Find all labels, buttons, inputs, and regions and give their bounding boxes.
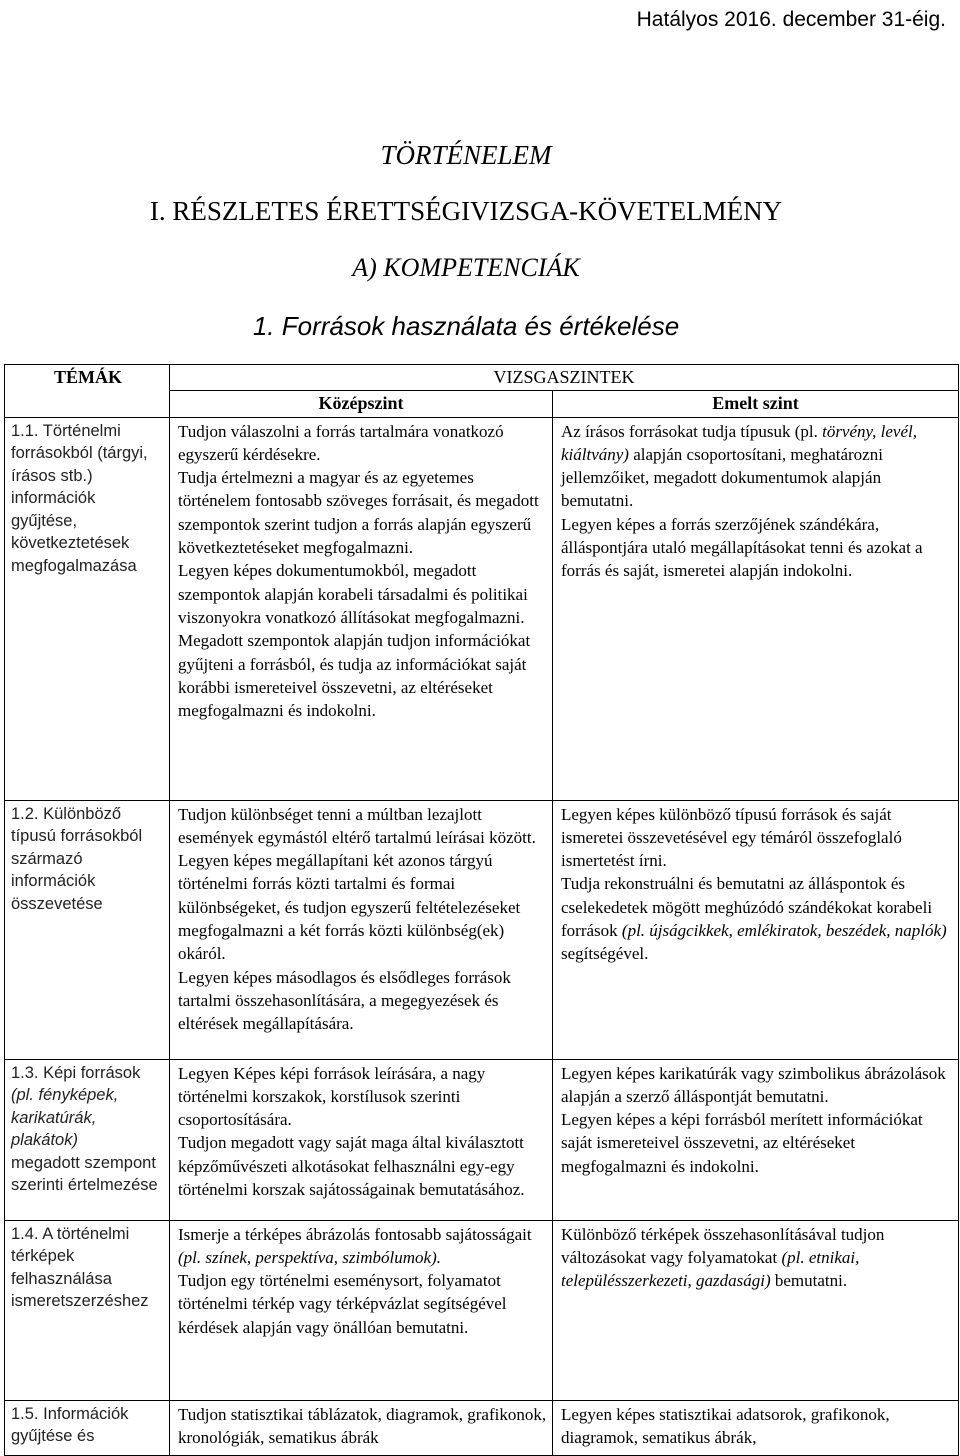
exam-levels-header: VIZSGASZINTEK [170, 365, 959, 391]
requirement-text-part: Tudja rekonstruálni és bemutatni az álláspontok és cselekedetek mögött meghúzódó szándékokat korabeli források [561, 874, 933, 941]
requirements-table [4, 364, 959, 1456]
requirement-text [561, 1223, 954, 1293]
requirement-text: Legyen Képes képi források leírására, a nagy történelmi korszakok, korstílusok szerinti csoportosítására. [178, 1063, 486, 1130]
part-title: I. RÉSZLETES ÉRETTSÉGIVIZSGA-KÖVETELMÉNY [149, 196, 783, 226]
mid-level-cell [170, 1220, 553, 1400]
requirement-text-part: Az írásos forrásokat tudja típusuk (pl. [561, 421, 818, 441]
requirement-text: Tudjon statisztikai táblázatok, diagramok, grafikonok, kronológiák, sematikus ábrák [178, 1404, 547, 1447]
topic-cell: 1.5. Információk gyűjtése és [5, 1400, 170, 1455]
topic-title-rest: megadott szempont szerinti értelmezése [11, 1153, 158, 1195]
requirement-text: Tudja értelmezni a magyar és az egyetemes történelem fontosabb szöveges forrásait, és megadott szempontok szerint tudjon a forrás alapján egyszerű következtetéseket megfogalmazni. [178, 468, 539, 558]
subject-title: TÖRTÉNELEM [380, 140, 552, 170]
table-row [5, 1220, 959, 1400]
topic-title: 1.3. Képi források [11, 1063, 141, 1082]
mid-level-cell [170, 800, 553, 1059]
topics-header: TÉMÁK [5, 365, 170, 418]
example-list: törvény, levél, kiáltvány) [561, 421, 917, 464]
requirement-text-part: Különböző térképek összehasonlításával tudjon változásokat vagy folyamatokat [561, 1224, 885, 1267]
mid-level-header: Középszint [170, 391, 553, 417]
table-row [5, 1059, 959, 1220]
topic-cell: 1.1. Történelmi forrásokból (tárgyi, írásos stb.) információk gyűjtése, következtetések megfogalmazása [5, 417, 170, 800]
table-row [5, 417, 959, 800]
example-list: (pl. újságcikkek, emlékiratok, beszédek, naplók) [621, 921, 947, 941]
mid-level-cell [170, 1059, 553, 1220]
chapter-title: 1. Források használata és értékelése [252, 311, 680, 341]
adv-level-header: Emelt szint [553, 391, 959, 417]
table-row [5, 1400, 959, 1455]
adv-level-cell [553, 1220, 959, 1400]
table-header-row [5, 365, 959, 391]
topic-examples: (pl. fényképek, karikatúrák, plakátok) [11, 1086, 119, 1150]
requirement-text: Legyen képes statisztikai adatsorok, grafikonok, diagramok, sematikus ábrák, [561, 1404, 890, 1447]
section-title: A) KOMPETENCIÁK [352, 253, 580, 282]
mid-level-cell [170, 1400, 553, 1455]
topic-cell: 1.2. Különböző típusú forrásokból származó információk összevetése [5, 800, 170, 1059]
requirement-text-part: Ismerje a térképes ábrázolás fontosabb sajátosságait [178, 1224, 532, 1244]
requirement-text: Tudjon megadott vagy saját maga által kiválasztott képzőművészeti alkotásokat felhasználni egy-egy történelmi korszak sajátosságainak bemutatásához. [178, 1133, 525, 1200]
requirement-text: Legyen képes másodlagos és elsődleges források tartalmi összehasonlítására, a megegyezések és eltérések megállapítására. [178, 967, 511, 1034]
requirement-text-part: segítségével. [561, 944, 649, 964]
mid-level-cell [170, 417, 553, 800]
requirement-text-part: alapján csoportosítani, meghatározni jellemzőiket, megadott dokumentumok alapján bemutatni. [561, 444, 883, 511]
example-list: (pl. etnikai, településszerkezeti, gazdasági) [561, 1247, 860, 1291]
requirement-text: Legyen képes dokumentumokból, megadott szempontok alapján korabeli társadalmi és politikai viszonyokra vonatkozó állításokat megfogalmazni. [178, 561, 528, 627]
table-row [5, 800, 959, 1059]
requirement-text: Legyen képes karikatúrák vagy szimbolikus ábrázolások alapján a szerző álláspontját bemutatni. [561, 1063, 946, 1106]
requirement-text: Tudjon különbséget tenni a múltban lezajlott események egymástól eltérő tartalmú leírásai között. [178, 804, 536, 847]
adv-level-cell [553, 1059, 959, 1220]
validity-header: Hatályos 2016. december 31-éig. [636, 8, 946, 31]
requirement-text: Legyen képes a forrás szerzőjének szándékára, álláspontjára utaló megállapításokat tenni és azokat a forrás és saját, ismeretei alapján indokolni. [561, 514, 923, 581]
example-list: (pl. színek, perspektíva, szimbólumok). [178, 1247, 441, 1267]
requirement-text: Legyen képes a képi forrásból merített információkat saját ismereteivel összevetni, az eltéréseket megfogalmazni és indokolni. [561, 1110, 923, 1176]
requirement-text: Megadott szempontok alapján tudjon információkat gyűjteni a forrásból, és tudja az információkat saját korábbi ismereteivel összevetni, az eltéréseket megfogalmazni és indokolni. [178, 631, 531, 721]
requirement-text-part: bemutatni. [770, 1271, 848, 1291]
requirement-text: Legyen képes megállapítani két azonos tárgyú történelmi forrás közti tartalmi és formai különbségeket, és tudjon egyszerű feltételezéseket megfogalmazni a két forrás közti különbség(ek) okáról. [178, 851, 521, 964]
requirement-text [178, 1223, 548, 1270]
requirement-text [561, 420, 954, 513]
adv-level-cell [553, 417, 959, 800]
adv-level-cell [553, 1400, 959, 1455]
requirement-text: Tudjon egy történelmi eseménysort, folyamatot történelmi térkép vagy térképvázlat segítségével kérdések alapján vagy önállóan bemutatni. [178, 1271, 507, 1337]
requirement-text: Tudjon válaszolni a forrás tartalmára vonatkozó egyszerű kérdésekre. [178, 421, 504, 464]
requirement-text [561, 872, 954, 965]
requirement-text: Legyen képes különböző típusú források és saját ismeretei összevetésével egy témáról összefoglaló ismertetést írni. [561, 804, 902, 871]
adv-level-cell [553, 800, 959, 1059]
topic-cell: 1.4. A történelmi térképek felhasználása ismeretszerzéshez [5, 1220, 170, 1400]
topic-cell [5, 1059, 170, 1220]
